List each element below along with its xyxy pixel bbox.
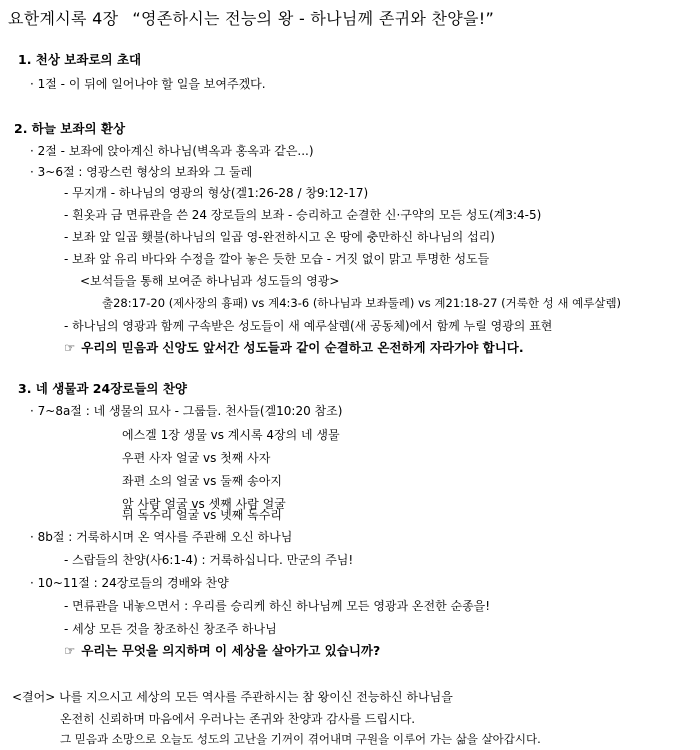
comparison-line: 좌편 소의 얼굴 vs 둘째 송아지	[122, 474, 282, 488]
pointing-hand-icon: ☞	[64, 643, 76, 658]
section-2-line: - 무지개 - 하나님의 영광의 형상(겔1:26-28 / 창9:12-17)	[64, 186, 369, 200]
section-3-line: · 7~8a절 : 네 생물의 묘사 - 그룹들. 천사들(겔10:20 참조)	[30, 404, 343, 418]
conclusion-line: <결어> 나를 지으시고 세상의 모든 역사를 주관하시는 참 왕이신 전능하신 하나님을	[12, 690, 453, 704]
document-title	[8, 7, 494, 31]
section-2-line: - 보좌 앞 일곱 횃불(하나님의 일곱 영-완전하시고 온 땅에 충만하신 하나님의 섭리)	[64, 230, 495, 244]
section-3-line: - 면류관을 내놓으면서 : 우리를 승리케 하신 하나님께 모든 영광과 온전한 순종을!	[64, 599, 491, 613]
comparison-line: 뒤 독수리 얼굴 vs 넷째 독수리	[122, 508, 282, 522]
comparison-line: 우편 사자 얼굴 vs 첫째 사자	[122, 451, 271, 465]
section-3-line: - 스랍들의 찬양(사6:1-4) : 거룩하십니다. 만군의 주님!	[64, 553, 354, 567]
section-2-heading: 2. 하늘 보좌의 환상	[14, 121, 126, 136]
section-2-line: - 하나님의 영광과 함께 구속받은 성도들이 새 예루살렘(새 공동체)에서 함께 누릴 영광의 표현	[64, 319, 553, 333]
section-3-heading: 3. 네 생물과 24장로들의 찬양	[18, 381, 187, 396]
section-3-emphasis	[64, 643, 380, 659]
comparison-line: 앞 사람 얼굴 vs 셋째 사람 얼굴	[122, 497, 286, 511]
chapter-label: 요한계시록 4장	[8, 9, 119, 28]
section-2-line: · 3~6절 : 영광스런 형상의 보좌와 그 둘레	[30, 165, 253, 179]
section-2-line: · 2절 - 보좌에 앉아계신 하나님(벽옥과 홍옥과 같은...)	[30, 144, 314, 158]
section-1-line: · 1절 - 이 뒤에 일어나야 할 일을 보여주겠다.	[30, 77, 266, 91]
section-2-emphasis-text: 우리의 믿음과 신앙도 앞서간 성도들과 같이 순결하고 온전하게 자라가야 합니다.	[81, 340, 524, 355]
section-1-heading: 1. 천상 보좌로의 초대	[18, 52, 142, 67]
section-3-line: - 세상 모든 것을 창조하신 창조주 하나님	[64, 622, 277, 636]
section-2-line: <보석들을 통해 보여준 하나님과 성도들의 영광>	[80, 274, 340, 288]
section-2-line: - 보좌 앞 유리 바다와 수정을 깔아 놓은 듯한 모습 - 거짓 없이 맑고 투명한 성도들	[64, 252, 490, 266]
conclusion-line: 온전히 신뢰하며 마음에서 우러나는 존귀와 찬양과 감사를 드립시다.	[60, 712, 416, 726]
section-2-line: 출28:17-20 (제사장의 흉패) vs 계4:3-6 (하나님과 보좌둘레) vs 계21:18-27 (거룩한 성 새 예루살렘)	[102, 296, 622, 310]
conclusion-line: 그 믿음과 소망으로 오늘도 성도의 고난을 기꺼이 겪어내며 구원을 이루어 가는 삶을 살아갑시다.	[60, 732, 541, 746]
sermon-subtitle: “영존하시는 전능의 왕 - 하나님께 존귀와 찬양을!”	[132, 9, 495, 28]
section-2-emphasis	[64, 340, 524, 356]
section-3-line: · 10~11절 : 24장로들의 경배와 찬양	[30, 576, 229, 590]
section-3-line: · 8b절 : 거룩하시며 온 역사를 주관해 오신 하나님	[30, 530, 293, 544]
section-2-line: - 흰옷과 금 면류관을 쓴 24 장로들의 보좌 - 승리하고 순결한 신·구약의 모든 성도(계3:4-5)	[64, 208, 542, 222]
pointing-hand-icon: ☞	[64, 340, 76, 355]
section-3-emphasis-text: 우리는 무엇을 의지하며 이 세상을 살아가고 있습니까?	[81, 643, 381, 658]
comparison-line: 에스겔 1장 생물 vs 계시록 4장의 네 생물	[122, 428, 340, 442]
